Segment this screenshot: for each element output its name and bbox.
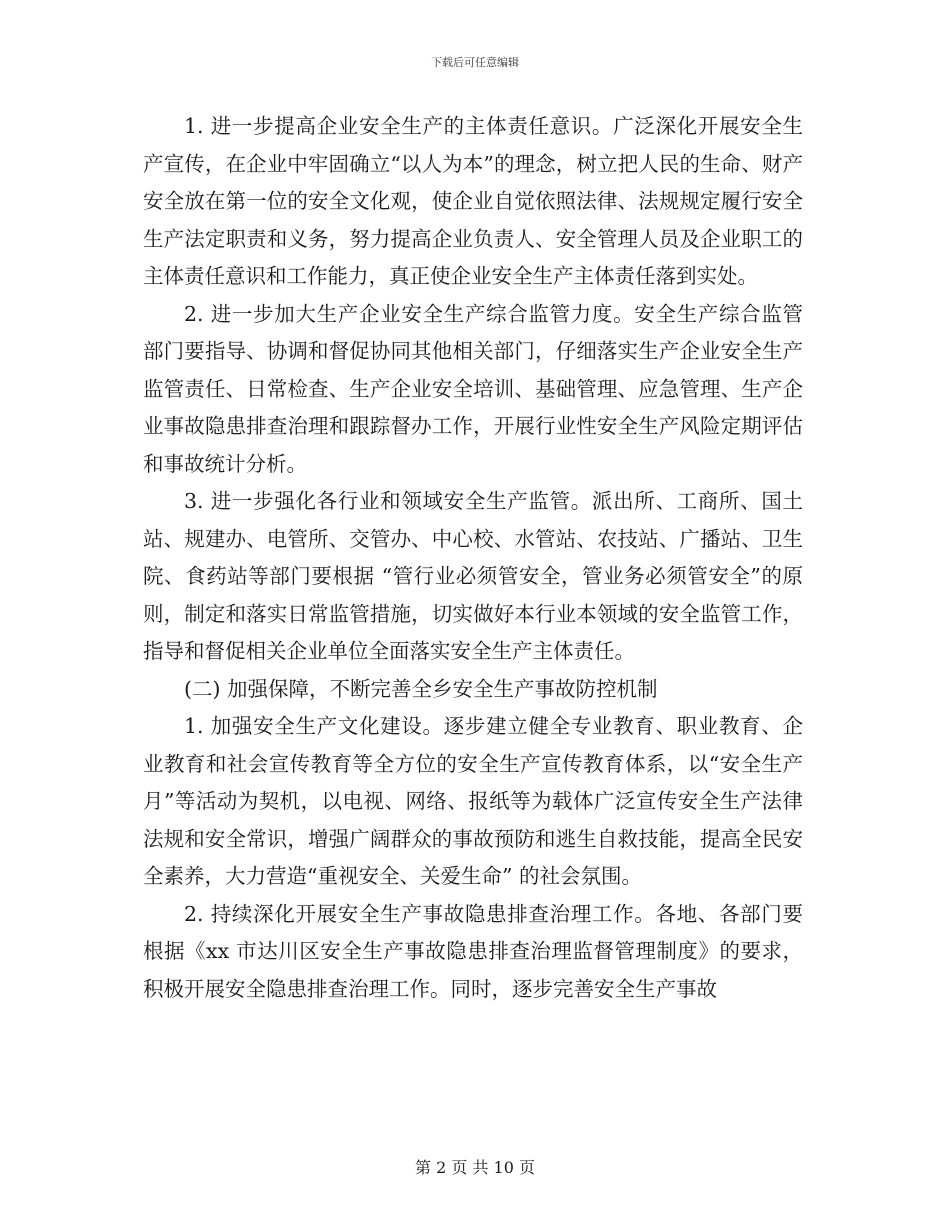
- section-heading: (二) 加强保障，不断完善全乡安全生产事故防控机制: [184, 676, 658, 701]
- paragraph-2: 2. 进一步加大生产企业安全生产综合监管力度。安全生产综合监管部门要指导、协调和督促协同其他相关部门，仔细落实生产企业安全生产监管责任、日常检查、生产企业安全培训、基础管理、应急管理、生产企业事故隐患排查治理和跟踪督办工作，开展行业性安全生产风险定期评估和事故统计分析。: [143, 301, 803, 476]
- paragraph-3: 3. 进一步强化各行业和领域安全生产监管。派出所、工商所、国土站、规建办、电管所、交管办、中心校、水管站、农技站、广播站、卫生院、食药站等部门要根据 “管行业必须管安全，管业务必须管安全”的原则，制定和落实日常监管措施，切实做好本行业本领域的安全监管工作，指导和督促相关企业单位全面落实安全生产主体责任。: [143, 489, 803, 663]
- document-body: [143, 108, 803, 1008]
- page-number: 第 2 页 共 10 页: [415, 1158, 535, 1177]
- paragraph-4: 1. 加强安全生产文化建设。逐步建立健全专业教育、职业教育、企业教育和社会宣传教育等全方位的安全生产宣传教育体系，以“安全生产月”等活动为契机，以电视、网络、报纸等为载体广泛宣传安全生产法律法规和安全常识，增强广阔群众的事故预防和逃生自救技能，提高全民安全素养，大力营造“重视安全、关爱生命” 的社会氛围。: [143, 714, 803, 888]
- page-header-note: 下载后可任意编辑: [431, 56, 519, 69]
- paragraph-1: 1. 进一步提高企业安全生产的主体责任意识。广泛深化开展安全生产宣传，在企业中牢固确立“以人为本”的理念，树立把人民的生命、财产安全放在第一位的安全文化观，使企业自觉依照法律、法规规定履行安全生产法定职责和义务，努力提高企业负责人、安全管理人员及企业职工的主体责任意识和工作能力，真正使企业安全生产主体责任落到实处。: [143, 114, 803, 288]
- paragraph-5: 2. 持续深化开展安全生产事故隐患排查治理工作。各地、各部门要根据《xx 市达川区安全生产事故隐患排查治理监督管理制度》的要求，积极开展安全隐患排查治理工作。同时，逐步完善安全生产事故: [143, 901, 803, 1001]
